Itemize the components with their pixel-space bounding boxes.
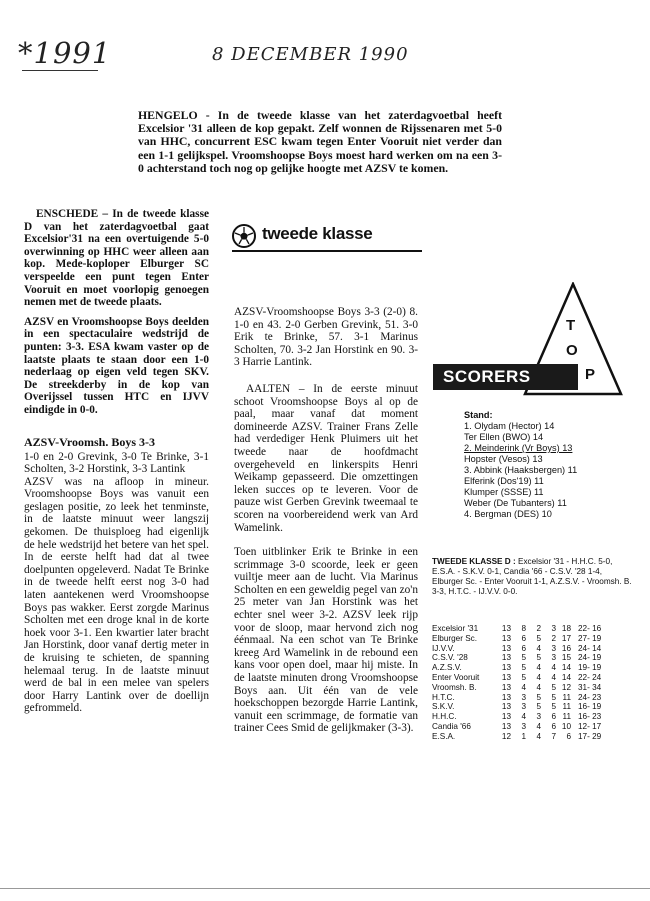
- team-name: S.K.V.: [432, 702, 455, 712]
- topscorers-graphic: [433, 282, 633, 397]
- scorer-entry: Elferink (Dos'19) 11: [464, 476, 544, 486]
- team-name: A.Z.S.V.: [432, 663, 462, 673]
- report-paragraph-1: AALTEN – In de eerste minuut schoot Vroomshoopse Boys al op de paal, maar vanaf dat moment domineerde AZSV. Trainer Frans Zelle had verdediger Henk Pluimers uit het tweede naar de hoofdmacht overgeheveld en linkerspits Henri Weikamp gepasseerd. Die omzettingen leken succes op te leveren. Voor de pauze wist Gerben Grevink tweemaal te scoren na voorbereidend werk van Ard Wamelink.: [234, 382, 418, 534]
- second-paragraph: AZSV en Vroomshoopse Boys deelden in een spectaculaire wedstrijd de punten: 3-3. ESA kwam vaster op de laatste plaats te staan door een 1-0 nederlaag op eigen veld tegen SKV. De streekderby in de kop van Overijssel tussen HTC en IJVV eindigde in 0-0.: [24, 315, 209, 416]
- table-cell: 6: [566, 731, 571, 741]
- table-cell: 13: [501, 653, 511, 663]
- table-cell: 4: [536, 682, 541, 692]
- table-cell: 13: [501, 682, 511, 692]
- table-cell: 14: [561, 663, 571, 673]
- scorers-banner-text: SCORERS: [443, 367, 531, 386]
- team-name: Vroomsh. B.: [432, 682, 477, 692]
- table-cell: 4: [536, 643, 541, 653]
- table-row: [432, 673, 603, 683]
- table-cell: 24- 23: [578, 692, 602, 702]
- table-cell: 13: [501, 663, 511, 673]
- team-name: H.T.C.: [432, 692, 455, 702]
- table-row: [432, 663, 603, 673]
- team-name: Enter Vooruit: [432, 672, 480, 682]
- table-row: [432, 634, 603, 644]
- table-cell: 16: [561, 643, 571, 653]
- table-cell: 3: [521, 721, 526, 731]
- scorer-entry: Klumper (SSSE) 11: [464, 487, 544, 497]
- table-cell: 5: [521, 663, 526, 673]
- topscorers-list: [464, 410, 634, 520]
- table-cell: 16- 23: [578, 712, 602, 722]
- column-left: [24, 208, 209, 715]
- table-cell: 5: [551, 692, 556, 702]
- date: 8 DECEMBER 1990: [212, 44, 409, 65]
- archive-number-underline: [22, 70, 98, 71]
- team-name: H.H.C.: [432, 712, 457, 722]
- table-cell: 11: [562, 692, 571, 702]
- section-title: tweede klasse: [262, 224, 373, 243]
- table-cell: 13: [501, 633, 511, 643]
- table-cell: 5: [551, 682, 556, 692]
- table-cell: 8: [521, 624, 526, 633]
- table-row: [432, 683, 603, 693]
- table-cell: 27- 19: [578, 633, 602, 643]
- intro-paragraph: ENSCHEDE – In de tweede klasse D van het zaterdagvoetbal gaat Excelsior'31 na een overtuigende 5-0 overwinning op HHC weer alleen aan kop. Mede-koploper Elburger SC verspeelde een punt tegen Enter Vooruit en moet voorlopig genoegen nemen met de tweede plaats.: [24, 208, 209, 309]
- table-cell: 4: [536, 672, 541, 682]
- table-cell: 4: [536, 731, 541, 741]
- table-cell: 12- 17: [578, 721, 602, 731]
- standings-table: [432, 624, 603, 742]
- bottom-rule: [0, 888, 650, 889]
- results-text: Excelsior '31 - H.H.C. 5-0, E.S.A. - S.K.V. 0-1, Candia '66 - C.S.V. '28 1-4, Elburger Sc. - Enter Vooruit 1-1, A.Z.S.V. - Vroomsh. B. 3-3, H.T.C. - IJ.V.V. 0-0.: [432, 557, 632, 596]
- table-cell: 5: [536, 702, 541, 712]
- scorer-entry: Hopster (Vesos) 13: [464, 454, 543, 464]
- table-cell: 11: [562, 712, 571, 722]
- table-cell: 22- 16: [578, 624, 602, 633]
- table-cell: 13: [501, 672, 511, 682]
- table-cell: 6: [551, 721, 556, 731]
- match-report: AZSV was na afloop in mineur. Vroomshoopse Boys was vanuit een geslagen positie, zo leek het tenminste, in de laatste minuut weer langszij gekomen. De thuisploeg had eigenlijk de hele wedstrijd het betere van het spel. In de eerste helft had dat al twee doelpunten opgeleverd. Nadat Te Brinke in de tweede helft eerst nog 3-0 had laten aantekenen werd Vroomshoopse Boys pas wakker. Eerst zorgde Marinus Scholten met een droge knal in de korte hoek voor 3-1. Een kwartier later bracht Jan Horstink, door vanaf dertig meter in de kruising te schieten, de spanning helemaal terug. In de laatste minuut werd de bal in een melee van spelers door Harry Lantink over de doellijn gefrommeld.: [24, 475, 209, 715]
- table-cell: 17: [561, 633, 571, 643]
- table-cell: 24- 19: [578, 653, 602, 663]
- table-cell: 4: [536, 663, 541, 673]
- table-cell: 3: [521, 702, 526, 712]
- table-cell: 3: [551, 643, 556, 653]
- archive-number: *1991: [18, 36, 112, 70]
- stand-label: Stand:: [464, 410, 493, 420]
- scorer-entry: 3. Abbink (Haaksbergen) 11: [464, 465, 578, 475]
- table-cell: 1: [521, 731, 526, 741]
- table-cell: 17- 29: [578, 731, 602, 741]
- table-cell: 2: [536, 624, 541, 633]
- table-row: [432, 644, 603, 654]
- table-row: [432, 712, 603, 722]
- match-title: AZSV-Vroomsh. Boys 3-3: [24, 434, 156, 449]
- match-scorers: 1-0 en 2-0 Grevink, 3-0 Te Brinke, 3-1 Scholten, 3-2 Horstink, 3-3 Lantink: [24, 450, 209, 476]
- table-cell: 24- 14: [578, 643, 602, 653]
- table-cell: 4: [536, 721, 541, 731]
- table-cell: 15: [561, 653, 571, 663]
- table-cell: 5: [521, 672, 526, 682]
- top-letter-t: T: [566, 317, 576, 334]
- table-cell: 5: [521, 653, 526, 663]
- table-cell: 31- 34: [578, 682, 602, 692]
- table-cell: 4: [551, 672, 556, 682]
- table-cell: 10: [561, 721, 571, 731]
- table-cell: 5: [536, 653, 541, 663]
- table-cell: 22- 24: [578, 672, 602, 682]
- table-cell: 2: [551, 633, 556, 643]
- table-cell: 13: [501, 702, 511, 712]
- scorer-entry: 2. Meinderink (Vr Boys) 13: [464, 443, 573, 453]
- team-name: E.S.A.: [432, 731, 456, 741]
- table-cell: 3: [551, 624, 556, 633]
- table-row: [432, 732, 603, 742]
- table-row: [432, 653, 603, 663]
- scorer-entry: Weber (De Tubanters) 11: [464, 498, 567, 508]
- section-header: [232, 222, 422, 252]
- scorer-entry: Ter Ellen (BWO) 14: [464, 432, 544, 442]
- team-name: Candia '66: [432, 721, 471, 731]
- match-summary: AZSV-Vroomshoopse Boys 3-3 (2-0) 8. 1-0 en 43. 2-0 Gerben Grevink, 51. 3-0 Erik te Brinke, 57. 3-1 Marinus Scholten, 70. 3-2 Jan Horstink en 90. 3-3 Harrie Lantink.: [234, 306, 418, 369]
- table-row: [432, 702, 603, 712]
- table-row: [432, 722, 603, 732]
- table-cell: 5: [536, 692, 541, 702]
- team-name: IJ.V.V.: [432, 643, 455, 653]
- table-cell: 5: [536, 633, 541, 643]
- table-cell: 19- 19: [578, 663, 602, 673]
- table-cell: 13: [501, 721, 511, 731]
- table-cell: 13: [501, 712, 511, 722]
- table-cell: 6: [521, 633, 526, 643]
- column-middle: [234, 306, 418, 735]
- table-cell: 4: [521, 682, 526, 692]
- table-cell: 3: [536, 712, 541, 722]
- lead-paragraph: HENGELO - In de tweede klasse van het zaterdagvoetbal heeft Excelsior '31 alleen de kop gepakt. Zelf wonnen de Rijssenaren met 5-0 van HHC, concurrent ESC kwam tegen Enter Vooruit niet verder dan een 1-1 gelijkspel. Vroomshoopse Boys moest hard werken om na een 3-0 achterstand toch nog op gelijke hoogte met AZSV te komen.: [138, 108, 502, 175]
- table-cell: 16- 19: [578, 702, 602, 712]
- report-paragraph-2: Toen uitblinker Erik te Brinke in een scrimmage 3-0 scoorde, leek er geen vuiltje meer aan de lucht. Via Marinus Scholten en een geweldig pegel van zo'n 25 meter van Jan Horstink was het echter snel weer 3-2. AZSV leek rijp voor de sloop, maar hervond zich nog éénmaal. Na een schot van Te Brinke kreeg Ard Wamelink in de rebound een kans voor open doel, maar hij miste. In de laatste minuten drong Vroomshoopse Boys aan. Uit één van de vele hoekschoppen bezorgde Harrie Lantink, vanuit een scrimmage, de formatie van trainer Cees Smid de gelijkmaker (3-3).: [234, 546, 418, 735]
- table-cell: 7: [551, 731, 556, 741]
- table-row: [432, 693, 603, 703]
- table-cell: 4: [521, 712, 526, 722]
- section-title-rule: [232, 250, 422, 252]
- table-cell: 4: [551, 663, 556, 673]
- table-cell: 14: [561, 672, 571, 682]
- results-block: [432, 557, 632, 597]
- scorer-entry: 4. Bergman (DES) 10: [464, 509, 552, 519]
- team-name: C.S.V. '28: [432, 653, 468, 663]
- top-letter-o: O: [566, 342, 578, 359]
- table-cell: 12: [561, 682, 571, 692]
- table-cell: 13: [501, 643, 511, 653]
- table-row: [432, 624, 603, 634]
- table-cell: 11: [562, 702, 571, 712]
- table-cell: 18: [561, 624, 571, 633]
- table-cell: 12: [501, 731, 511, 741]
- scorer-entry: 1. Olydam (Hector) 14: [464, 421, 555, 431]
- table-cell: 13: [501, 624, 511, 633]
- table-cell: 3: [521, 692, 526, 702]
- team-name: Excelsior '31: [432, 624, 479, 633]
- table-cell: 6: [551, 712, 556, 722]
- table-cell: 3: [551, 653, 556, 663]
- table-cell: 5: [551, 702, 556, 712]
- football-icon: [232, 224, 256, 248]
- top-letter-p: P: [585, 366, 596, 383]
- table-cell: 6: [521, 643, 526, 653]
- table-cell: 13: [501, 692, 511, 702]
- team-name: Elburger Sc.: [432, 633, 478, 643]
- results-label: TWEEDE KLASSE D :: [432, 557, 516, 566]
